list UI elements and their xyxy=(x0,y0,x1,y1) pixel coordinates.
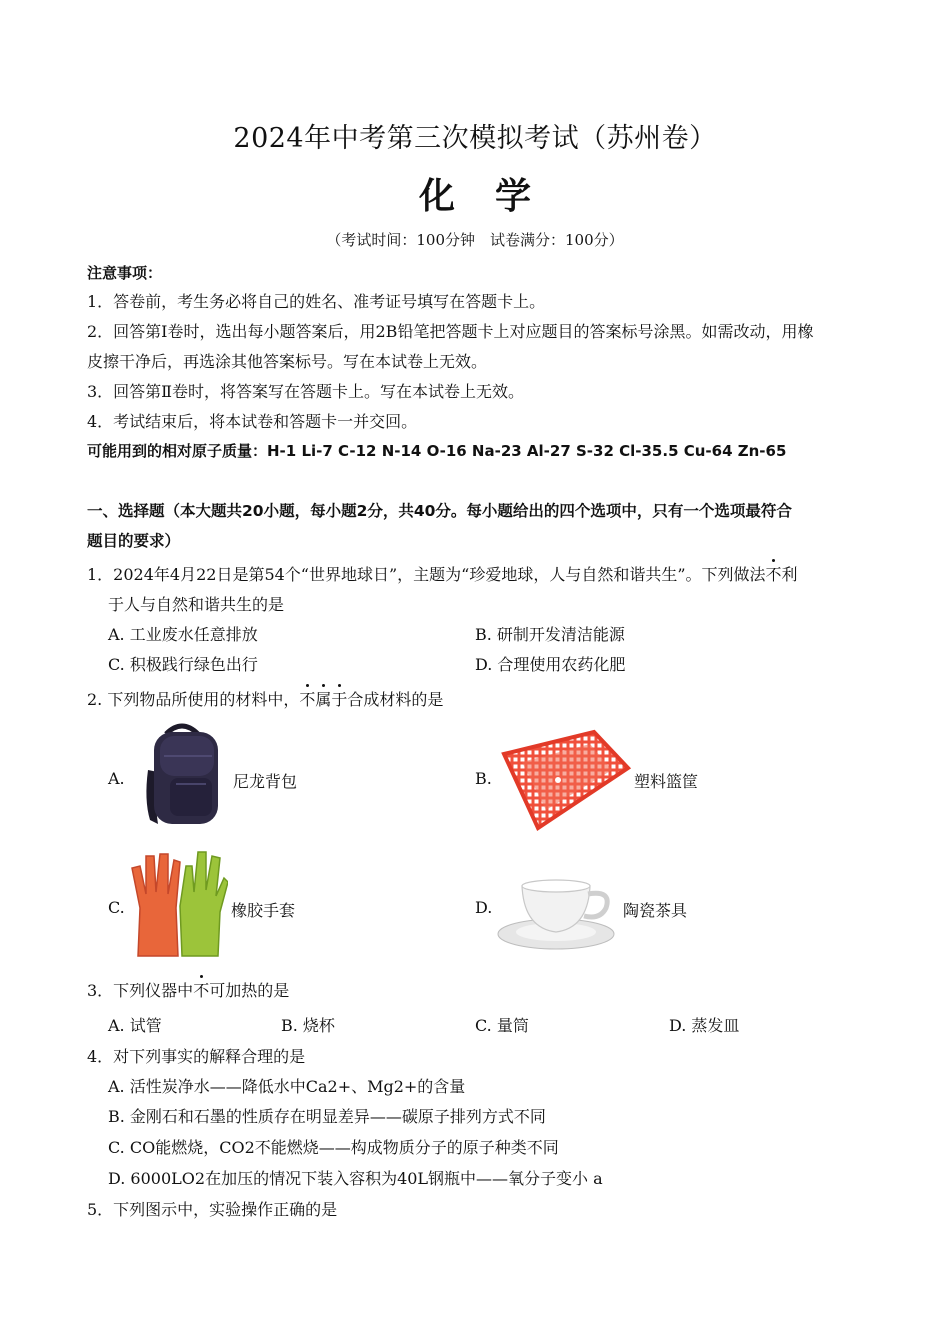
q1-stem-post: 利 xyxy=(781,565,798,584)
q2-option-d-letter: D. xyxy=(475,898,493,917)
q3-emphasis: 不 xyxy=(193,981,210,1000)
q2-option-c-letter: C. xyxy=(108,898,125,917)
q4-option-a: A. 活性炭净水——降低水中Ca2+、Mg2+的含量 xyxy=(108,1077,466,1096)
q3-option-c: C. 量筒 xyxy=(475,1016,529,1035)
notice-item-2: 2．回答第Ⅰ卷时，选出每小题答案后，用2B铅笔把答题卡上对应题目的答案标号涂黑。如需改动，用橡 xyxy=(87,322,814,341)
q2-option-d-text: 陶瓷茶具 xyxy=(623,901,688,920)
q3-stem-pre: 3．下列仪器中 xyxy=(87,981,194,1000)
notice-item-1: 1．答卷前，考生务必将自己的姓名、准考证号填写在答题卡上。 xyxy=(87,292,546,311)
q2-stem xyxy=(87,687,443,710)
q2-emphasis-2: 属 xyxy=(315,690,332,709)
q1-emphasis: 不 xyxy=(765,565,782,584)
q2-option-a-letter: A. xyxy=(108,769,125,788)
nylon-backpack-image xyxy=(136,720,228,828)
q2-option-b-letter: B. xyxy=(475,769,492,788)
q4-option-b: B. 金刚石和石墨的性质存在明显差异——碳原子排列方式不同 xyxy=(108,1107,546,1126)
q2-stem-pre: 2. 下列物品所使用的材料中， xyxy=(87,690,300,709)
q2-emphasis-3: 于 xyxy=(331,690,348,709)
porcelain-teacup-image xyxy=(496,874,616,954)
exam-title: 2024年中考第三次模拟考试（苏州卷） xyxy=(233,123,717,154)
plastic-basket-image xyxy=(498,728,632,832)
exam-info: （考试时间：100分钟 试卷满分：100分） xyxy=(326,231,624,249)
rubber-gloves-image xyxy=(128,848,228,960)
q2-option-a-text: 尼龙背包 xyxy=(233,772,298,791)
notice-heading: 注意事项： xyxy=(87,264,163,282)
q1-stem-pre: 1．2024年4月22日是第54个“世界地球日”，主题为“珍爱地球，人与自然和谐共生”。下列做法 xyxy=(87,565,766,584)
q1-option-c: C. 积极践行绿色出行 xyxy=(108,655,258,674)
q2-stem-post: 合成材料的是 xyxy=(347,690,444,709)
notice-item-4: 4．考试结束后，将本试卷和答题卡一并交回。 xyxy=(87,412,418,431)
q3-option-a: A. 试管 xyxy=(108,1016,162,1035)
q4-option-c: C. CO能燃烧，CO2不能燃烧——构成物质分子的原子种类不同 xyxy=(108,1138,559,1157)
subject-title: 化学 xyxy=(418,175,571,217)
q1-stem xyxy=(87,562,798,585)
notice-item-2-cont: 皮擦干净后，再选涂其他答案标号。写在本试卷上无效。 xyxy=(87,352,488,371)
notice-item-3: 3．回答第Ⅱ卷时，将答案写在答题卡上。写在本试卷上无效。 xyxy=(87,382,525,401)
q3-stem-post: 可加热的是 xyxy=(209,981,290,1000)
q1-option-d: D. 合理使用农药化肥 xyxy=(475,655,626,674)
atomic-mass-line: 可能用到的相对原子质量：H-1 Li-7 C-12 N-14 O-16 Na-23 Al-27 S-32 Cl-35.5 Cu-64 Zn-65 xyxy=(87,442,787,460)
q3-option-d: D. 蒸发皿 xyxy=(669,1016,740,1035)
q4-stem: 4．对下列事实的解释合理的是 xyxy=(87,1047,306,1066)
q1-stem-cont: 于人与自然和谐共生的是 xyxy=(108,595,285,614)
q2-option-b-text: 塑料篮筐 xyxy=(634,772,699,791)
q3-stem xyxy=(87,978,289,1001)
q2-option-c-text: 橡胶手套 xyxy=(231,901,296,920)
q2-emphasis-1: 不 xyxy=(299,690,316,709)
q4-option-d: D. 6000LO2在加压的情况下装入容积为40L钢瓶中——氧分子变小 a xyxy=(108,1169,603,1188)
section1-heading: 一、选择题（本大题共20小题，每小题2分，共40分。每小题给出的四个选项中，只有一个选项最符合 xyxy=(87,502,792,520)
q5-stem: 5．下列图示中，实验操作正确的是 xyxy=(87,1200,338,1219)
q1-option-b: B. 研制开发清洁能源 xyxy=(475,625,625,644)
q3-option-b: B. 烧杯 xyxy=(281,1016,335,1035)
q1-option-a: A. 工业废水任意排放 xyxy=(108,625,258,644)
section1-heading-cont: 题目的要求） xyxy=(87,532,181,550)
